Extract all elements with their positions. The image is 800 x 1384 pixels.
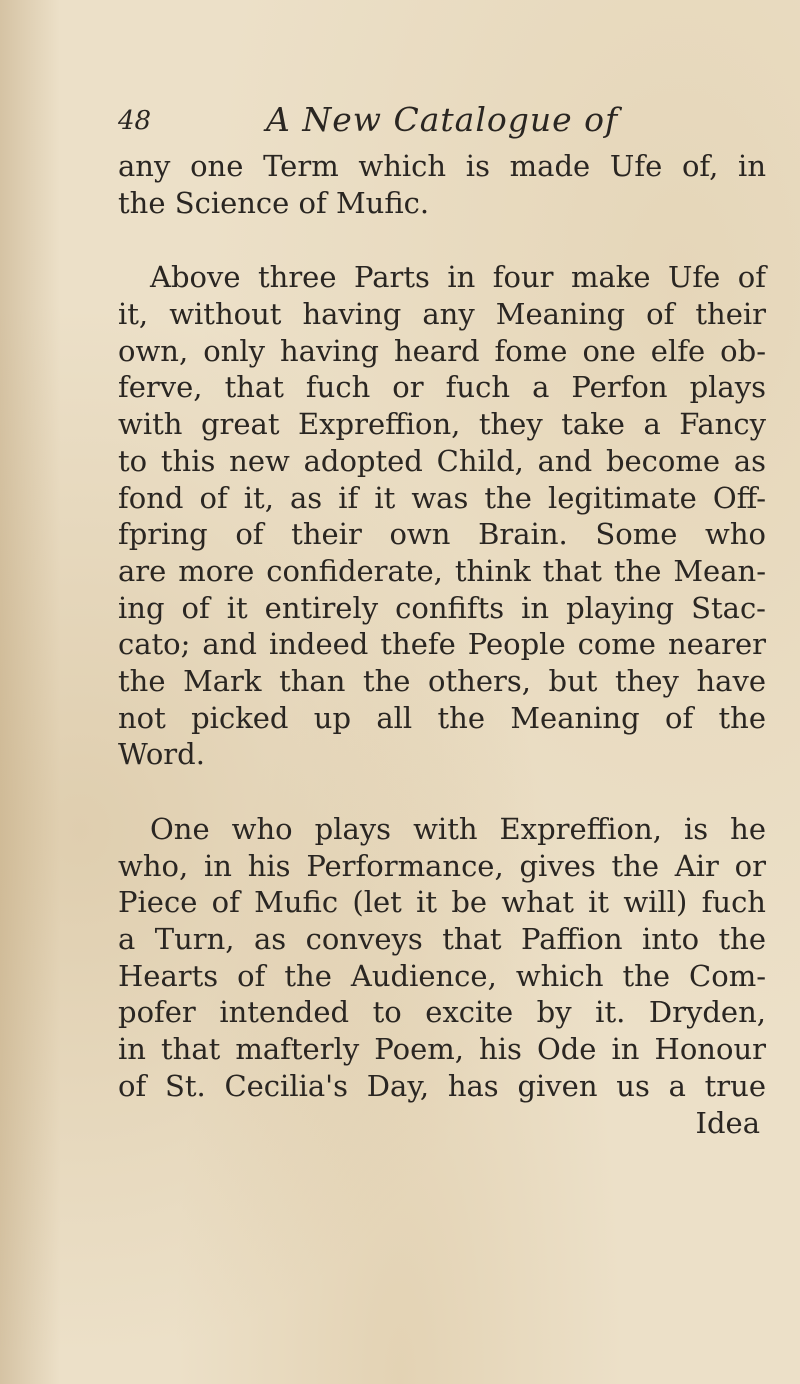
text-line: to this new adopted Child, and become as [118,443,766,478]
text-line: ing of it entirely confifts in playing Stac- [118,590,766,625]
text-line: Word. [118,737,205,772]
text-line: who, in his Performance, gives the Air or [118,848,766,883]
paragraph-3 [118,811,766,1141]
text-line: any one Term which is made Ufe of, in [118,149,766,183]
text-line: not picked up all the Meaning of the [118,700,766,735]
text-line: fond of it, as if it was the legitimate Off- [118,480,766,515]
text-line: ferve, that fuch or fuch a Perfon plays [118,370,766,405]
text-line: are more confiderate, think that the Mean- [118,553,766,588]
text-line: the Science of Mufic. [118,185,430,220]
page-header [118,100,758,144]
page-number: 48 [118,106,152,136]
paragraph-2 [118,259,766,773]
text-line: One who plays with Expreffion, is he [150,812,766,846]
text-line: the Mark than the others, but they have [118,663,766,698]
text-line: a Turn, as conveys that Paffion into the [118,922,766,957]
text-line: Piece of Mufic (let it be what it will) fuch [118,885,766,920]
text-line: of St. Cecilia's Day, has given us a true [118,1068,766,1103]
paragraph-1 [118,148,766,221]
text-line: cato; and indeed thefe People come nearer [118,627,766,662]
body-text [118,148,766,1141]
text-line: Hearts of the Audience, which the Com- [118,958,766,993]
text-line: it, without having any Meaning of their [118,297,766,332]
text-line: Above three Parts in four make Ufe of [150,260,766,295]
text-line: with great Expreffion, they take a Fancy [118,407,766,442]
text-line: pofer intended to excite by it. Dryden, [118,995,766,1030]
text-line: fpring of their own Brain. Some who [118,517,766,552]
running-title: A New Catalogue of [266,100,619,139]
text-line: in that mafterly Poem, his Ode in Honour [118,1032,766,1067]
text-line: own, only having heard fome one elfe ob- [118,333,766,368]
catchword: Idea [695,1105,760,1140]
